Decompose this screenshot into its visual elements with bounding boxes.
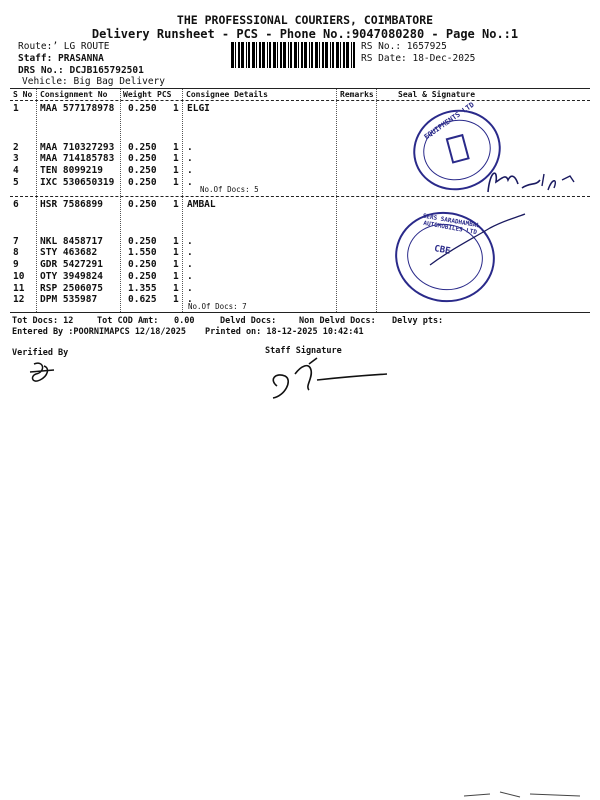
row-weight: 0.250	[128, 153, 157, 165]
barcode-bar	[290, 42, 292, 68]
row-weight: 0.625	[128, 294, 157, 306]
row-consignee: .	[187, 270, 193, 282]
row-pcs: 1	[173, 199, 179, 210]
row-consignee: .	[187, 165, 193, 177]
row-sno: 12	[13, 294, 25, 306]
delivery-points: Delvy pts:	[392, 316, 444, 326]
row-pcs: 1	[173, 247, 179, 259]
table-bottom-rule	[10, 312, 590, 313]
stamp-signature-stroke	[420, 210, 530, 270]
row-consignment: RSP 2506075	[40, 282, 103, 294]
barcode-bar	[294, 42, 297, 68]
row-weight: 1.355	[128, 282, 157, 294]
row-consignee: .	[187, 247, 193, 259]
row-consignment: DPM 535987	[40, 294, 98, 306]
row-weight: 0.250	[128, 235, 157, 247]
total-docs: Tot Docs: 12	[12, 316, 74, 326]
barcode-bar	[238, 42, 240, 68]
barcode-bar	[325, 42, 328, 68]
barcode-bar	[283, 42, 286, 68]
row-sno: 5	[13, 176, 19, 188]
col-seal: Seal & Signature	[398, 90, 476, 99]
row-consignment: NKL 8458717	[40, 235, 103, 247]
barcode-bar	[322, 42, 324, 68]
row-consignee: .	[187, 294, 193, 306]
row-consignee: .	[187, 176, 193, 188]
row-pcs: 1	[173, 176, 179, 188]
verified-signature	[26, 358, 60, 386]
barcode-bar	[235, 42, 236, 68]
row-pcs: 1	[173, 294, 179, 306]
barcode-bar	[262, 42, 265, 68]
barcode-bar	[351, 42, 352, 68]
barcode-bar	[252, 42, 255, 68]
signature-scribble	[480, 160, 580, 200]
row-sno: 6	[13, 199, 19, 210]
rs-date: RS Date: 18-Dec-2025	[361, 53, 476, 64]
row-sno: 8	[13, 247, 19, 259]
barcode	[231, 42, 357, 68]
company-title: THE PROFESSIONAL COURIERS, COIMBATORE	[176, 13, 434, 27]
barcode-bar	[277, 42, 278, 68]
non-delivered-docs: Non Delvd Docs:	[299, 316, 376, 326]
barcode-bar	[269, 42, 271, 68]
barcode-bar	[280, 42, 282, 68]
row-consignment: TEN 8099219	[40, 165, 103, 177]
row-sno: 11	[13, 282, 25, 294]
barcode-bar	[346, 42, 349, 68]
row-consignee: .	[187, 153, 193, 165]
barcode-bar	[330, 42, 331, 68]
barcode-bar	[319, 42, 320, 68]
entered-by: Entered By :POORNIMAPCS 12/18/2025	[12, 327, 186, 337]
row-sno: 1	[13, 103, 19, 114]
table-top-rule	[10, 88, 590, 89]
barcode-bar	[273, 42, 276, 68]
barcode-bar	[259, 42, 261, 68]
col-weight: Weight	[123, 90, 152, 99]
row-weight: 0.250	[128, 103, 157, 114]
row-pcs: 1	[173, 153, 179, 165]
row-consignee: AMBAL	[187, 199, 216, 210]
barcode-bar	[343, 42, 345, 68]
row-weight: 0.250	[128, 270, 157, 282]
row-pcs: 1	[173, 259, 179, 271]
row-consignee: .	[187, 235, 193, 247]
col-sep	[376, 89, 377, 312]
stamp-center-text: CBE	[433, 244, 452, 257]
barcode-bar	[353, 42, 355, 68]
rs-number: RS No.: 1657925	[361, 41, 447, 52]
row-weight: 0.250	[128, 199, 157, 210]
row-consignment: IXC 530650319	[40, 176, 115, 188]
row-sno: 4	[13, 165, 19, 177]
barcode-bar	[304, 42, 307, 68]
barcode-bar	[301, 42, 303, 68]
row-pcs: 1	[173, 103, 179, 114]
row-consignment: STY 463682	[40, 247, 98, 259]
row-sno: 9	[13, 259, 19, 271]
row-consignee: .	[187, 282, 193, 294]
row-weight: 0.250	[128, 259, 157, 271]
row-consignment: HSR 7586899	[40, 199, 103, 210]
row-pcs: 1	[173, 270, 179, 282]
col-sep	[36, 89, 37, 312]
route-label: Route:’ LG ROUTE	[18, 41, 110, 52]
row-weight: 0.250	[128, 165, 157, 177]
vehicle-label: Vehicle: Big Bag Delivery	[22, 76, 165, 87]
docs-count-group-1: No.Of Docs: 5	[200, 185, 259, 194]
barcode-bar	[241, 42, 244, 68]
row-pcs: 1	[173, 235, 179, 247]
col-sep	[120, 89, 121, 312]
row-consignment: GDR 5427291	[40, 259, 103, 271]
row-consignment: MAA 714185783	[40, 153, 115, 165]
row-sno: 7	[13, 235, 19, 247]
barcode-bar	[298, 42, 299, 68]
row-sno: 2	[13, 141, 19, 153]
cod-label: Tot COD Amt:	[97, 316, 159, 326]
col-sno: S No	[13, 90, 33, 99]
barcode-bar	[267, 42, 268, 68]
col-consignment: Consignment No	[40, 90, 108, 99]
barcode-bar	[315, 42, 318, 68]
staff-signature	[265, 350, 395, 405]
row-sno: 10	[13, 270, 25, 282]
row-sno: 3	[13, 153, 19, 165]
barcode-bar	[340, 42, 341, 68]
row-consignee: .	[187, 259, 193, 271]
row-pcs: 1	[173, 165, 179, 177]
cod-value: 0.00	[174, 316, 195, 326]
footer-marks	[460, 788, 600, 800]
staff-label: Staff: PRASANNA	[18, 53, 104, 64]
col-pcs: PCS	[157, 90, 172, 99]
row-pcs: 1	[173, 141, 179, 153]
barcode-bar	[246, 42, 247, 68]
barcode-bar	[288, 42, 289, 68]
stamp-text: EQUIPMENTS LTD	[422, 100, 476, 142]
row-weight: 0.250	[128, 141, 157, 153]
row-consignee: .	[187, 141, 193, 153]
row-consignee: ELGI	[187, 103, 210, 114]
col-remarks: Remarks	[340, 90, 374, 99]
barcode-bar	[256, 42, 257, 68]
docs-count-group-2: No.Of Docs: 7	[188, 302, 247, 311]
barcode-bar	[332, 42, 334, 68]
row-consignment: OTY 3949824	[40, 270, 103, 282]
row-weight: 1.550	[128, 247, 157, 259]
row-consignment: MAA 577178978	[40, 103, 115, 114]
printed-on: Printed on: 18-12-2025 10:42:41	[205, 327, 364, 337]
col-sep	[336, 89, 337, 312]
table-header-rule	[10, 100, 590, 101]
verified-by-label: Verified By	[12, 348, 69, 358]
col-sep	[182, 89, 183, 312]
col-consignee: Consignee Details	[186, 90, 268, 99]
barcode-bar	[248, 42, 250, 68]
runsheet-subtitle: Delivery Runsheet - PCS - Phone No.:9047080280 - Page No.:1	[91, 27, 519, 41]
row-pcs: 1	[173, 282, 179, 294]
stamp-text: SERS SARADHAMBAL AUTOMOBILES LTD	[422, 212, 481, 237]
row-consignment: MAA 710327293	[40, 141, 115, 153]
barcode-bar	[336, 42, 339, 68]
row-weight: 0.250	[128, 176, 157, 188]
barcode-bar	[311, 42, 313, 68]
delivered-docs: Delvd Docs:	[220, 316, 277, 326]
barcode-bar	[309, 42, 310, 68]
staff-signature-label: Staff Signature	[265, 346, 342, 356]
barcode-bar	[231, 42, 234, 68]
drs-number: DRS No.: DCJB165792501	[18, 65, 144, 76]
